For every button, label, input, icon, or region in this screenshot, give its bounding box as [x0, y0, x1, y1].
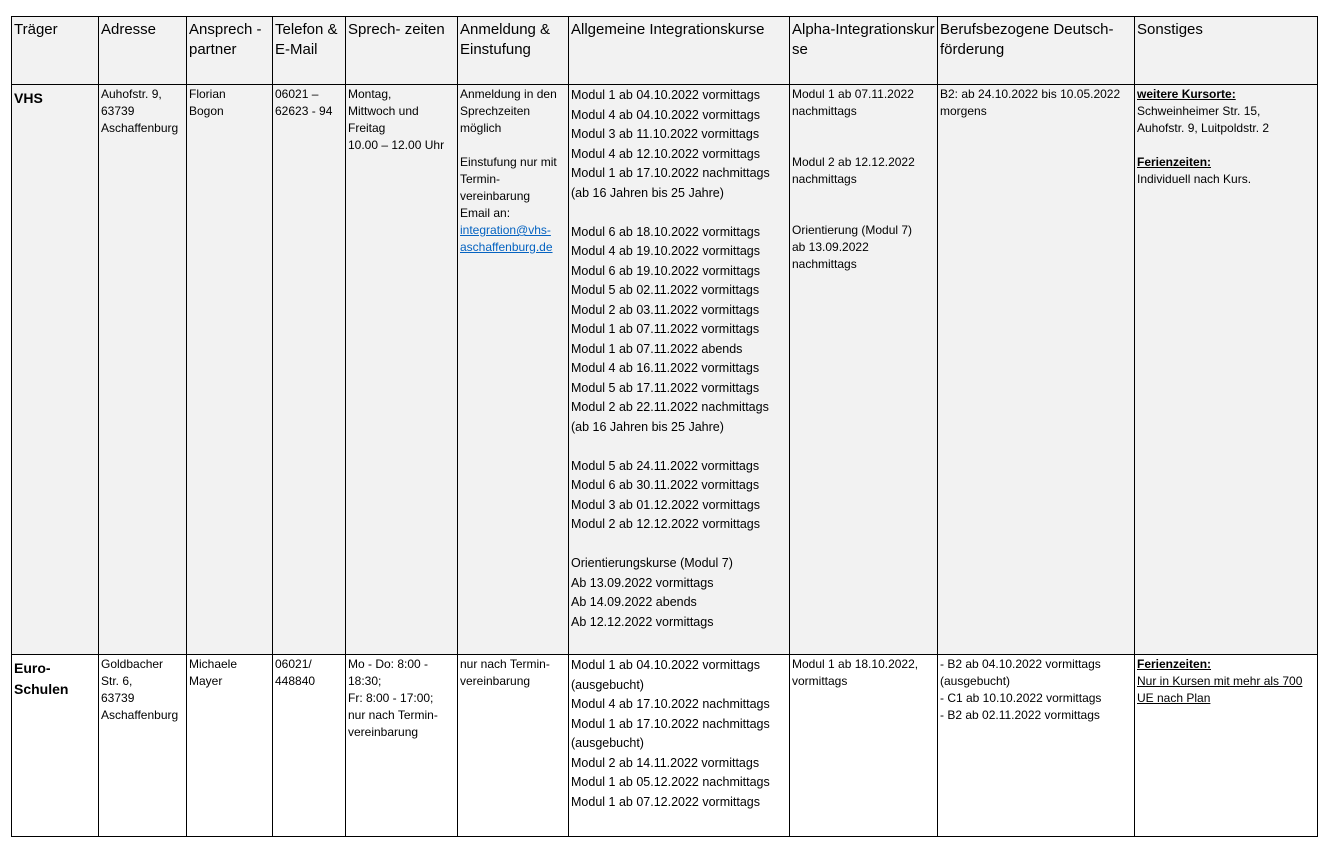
cell-allgemeine-kurse [569, 85, 790, 655]
text-line: Mayer [189, 674, 223, 688]
cell-berufsbezogen [938, 85, 1135, 655]
header-telefon: Telefon & E-Mail [273, 17, 346, 85]
course-line: Modul 2 ab 14.11.2022 vormittags [571, 755, 760, 770]
text-line: Str. 6, [101, 674, 133, 688]
course-line: (ausgebucht) [940, 674, 1011, 688]
cell-traeger [12, 655, 99, 837]
course-line: (ausgebucht) [571, 677, 644, 692]
course-line: Modul 1 ab 07.11.2022 abends [571, 341, 743, 356]
course-line: Modul 3 ab 11.10.2022 vormittags [571, 127, 760, 141]
course-line: (ab 16 Jahren bis 25 Jahre) [571, 185, 724, 200]
course-line: Modul 2 ab 22.11.2022 nachmittags [571, 400, 769, 414]
text-line: 448840 [275, 674, 316, 688]
cell-sonstiges [1135, 655, 1318, 837]
cell-adresse [99, 655, 187, 837]
course-line: morgens [940, 104, 987, 118]
table-row-vhs [12, 85, 1318, 655]
cell-sprechzeiten [346, 85, 458, 655]
course-line: Modul 1 ab 07.11.2022 [792, 87, 914, 101]
text-line: Fr: 8:00 - 17:00; [348, 691, 434, 705]
cell-alpha-kurse [790, 655, 938, 837]
header-alpha-kurse: Alpha-Integrationskurse [790, 17, 938, 85]
course-line: - B2 ab 04.10.2022 vormittags [940, 657, 1101, 671]
text-line: 10.00 – 12.00 Uhr [348, 138, 445, 152]
course-line: B2: ab 24.10.2022 bis 10.05.2022 [940, 87, 1121, 101]
course-line: - C1 ab 10.10.2022 vormittags [940, 691, 1102, 705]
text-line: möglich [460, 121, 502, 135]
course-line: Ab 14.09.2022 abends [571, 595, 697, 609]
email-link[interactable]: integration@vhs- [460, 223, 551, 237]
text-line: 63739 [101, 691, 135, 705]
text-line: Michaele [189, 657, 238, 671]
cell-ansprechpartner [187, 85, 273, 655]
course-line: Modul 1 ab 17.10.2022 nachmittags [571, 166, 770, 180]
text-line: Schulen [14, 681, 69, 697]
text-line: Schweinheimer Str. 15, [1137, 104, 1261, 118]
course-line: Modul 1 ab 17.10.2022 nachmittags [571, 716, 770, 731]
course-line: Modul 5 ab 17.11.2022 vormittags [571, 380, 760, 395]
text-line: Email an: [460, 206, 511, 220]
course-table [11, 16, 1318, 837]
header-anmeldung: Anmeldung & Einstufung [458, 17, 569, 85]
course-line: Modul 1 ab 04.10.2022 vormittags [571, 88, 761, 102]
header-allgemeine-kurse: Allgemeine Integrationskurse [569, 17, 790, 85]
text-line: 63739 [101, 104, 135, 118]
text-line: vereinbarung [460, 189, 531, 203]
course-line: Modul 1 ab 07.11.2022 vormittags [571, 322, 760, 336]
course-line: vormittags [792, 674, 848, 688]
course-line: Modul 3 ab 01.12.2022 vormittags [571, 497, 761, 512]
text-line: Freitag [348, 121, 386, 135]
text-line: vereinbarung [348, 725, 419, 739]
cell-sprechzeiten [346, 655, 458, 837]
cell-telefon [273, 655, 346, 837]
text-line: 62623 - 94 [275, 104, 333, 118]
text-line: Aschaffenburg [101, 708, 179, 722]
course-line: nachmittags [792, 104, 857, 118]
course-line: Modul 4 ab 12.10.2022 vormittags [571, 146, 761, 161]
header-row [12, 17, 1318, 85]
text-line: Sprechzeiten [460, 104, 531, 118]
text-line: nur nach Termin- [460, 657, 550, 671]
text-line: 06021/ [275, 657, 312, 671]
text-line: Auhofstr. 9, Luitpoldstr. 2 [1137, 121, 1270, 135]
header-adresse: Adresse [99, 17, 187, 85]
cell-adresse [99, 85, 187, 655]
cell-traeger: VHS [12, 85, 99, 655]
text-line: vereinbarung [460, 674, 531, 688]
course-line: Modul 4 ab 16.11.2022 vormittags [571, 361, 760, 375]
text-line: Bogon [189, 104, 224, 118]
cell-anmeldung [458, 85, 569, 655]
text-line: Mo - Do: 8:00 - [348, 657, 429, 671]
text-line: Florian [189, 87, 226, 101]
text-line: Auhofstr. 9, [101, 87, 162, 101]
course-line: Modul 4 ab 04.10.2022 vormittags [571, 107, 761, 122]
text-line: Termin- [460, 172, 501, 186]
course-line: Modul 4 ab 19.10.2022 vormittags [571, 244, 761, 258]
course-line: (ab 16 Jahren bis 25 Jahre) [571, 419, 724, 434]
course-line: nachmittags [792, 257, 857, 271]
header-traeger: Träger [12, 17, 99, 85]
course-line: Modul 6 ab 18.10.2022 vormittags [571, 224, 761, 239]
course-line: Modul 1 ab 07.12.2022 vormittags [571, 794, 761, 809]
course-line: Modul 4 ab 17.10.2022 nachmittags [571, 697, 770, 711]
text-line: Einstufung nur mit [460, 155, 557, 169]
header-berufsbezogen: Berufsbezogene Deutsch-förderung [938, 17, 1135, 85]
course-line: Modul 6 ab 19.10.2022 vormittags [571, 263, 761, 278]
text-line: Montag, [348, 87, 392, 101]
text-line: 06021 – [275, 87, 319, 101]
course-line: Modul 2 ab 03.11.2022 vormittags [571, 302, 760, 317]
course-line: Ab 13.09.2022 vormittags [571, 575, 714, 590]
text-line: Anmeldung in den [460, 87, 557, 101]
course-line: Modul 1 ab 04.10.2022 vormittags [571, 658, 761, 672]
course-line: Modul 6 ab 30.11.2022 vormittags [571, 478, 760, 492]
header-ansprechpartner: Ansprech - partner [187, 17, 273, 85]
cell-anmeldung [458, 655, 569, 837]
text-line: nur nach Termin- [348, 708, 438, 722]
section-heading: Ferienzeiten: [1137, 657, 1212, 671]
cell-telefon [273, 85, 346, 655]
cell-alpha-kurse [790, 85, 938, 655]
course-line: Modul 1 ab 18.10.2022, [792, 657, 919, 671]
course-line: - B2 ab 02.11.2022 vormittags [940, 708, 1100, 722]
text-line: Individuell nach Kurs. [1137, 172, 1252, 186]
course-line: Modul 1 ab 05.12.2022 nachmittags [571, 775, 770, 789]
course-line: Orientierung (Modul 7) [792, 223, 913, 237]
course-line: Modul 5 ab 02.11.2022 vormittags [571, 283, 760, 297]
course-line: Ab 12.12.2022 vormittags [571, 614, 714, 629]
cell-sonstiges [1135, 85, 1318, 655]
cell-berufsbezogen [938, 655, 1135, 837]
course-line: ab 13.09.2022 [792, 240, 869, 254]
text-line: Aschaffenburg [101, 121, 179, 135]
text-line: Goldbacher [101, 657, 164, 671]
text-line: Euro- [14, 660, 51, 676]
cell-allgemeine-kurse [569, 655, 790, 837]
table-row-euro-schulen [12, 655, 1318, 837]
text-line: 18:30; [348, 674, 382, 688]
course-line: nachmittags [792, 172, 857, 186]
course-line: (ausgebucht) [571, 736, 644, 750]
text-line: Mittwoch und [348, 104, 419, 118]
course-line: Orientierungskurse (Modul 7) [571, 556, 733, 570]
cell-ansprechpartner [187, 655, 273, 837]
course-line: Modul 2 ab 12.12.2022 vormittags [571, 517, 761, 531]
text-line: Nur in Kursen mit mehr als 700 [1137, 674, 1303, 688]
header-sonstiges: Sonstiges [1135, 17, 1318, 85]
course-line: Modul 5 ab 24.11.2022 vormittags [571, 458, 760, 473]
text-line: UE nach Plan [1137, 691, 1211, 705]
email-link[interactable]: aschaffenburg.de [460, 240, 553, 254]
section-heading: Ferienzeiten: [1137, 155, 1212, 169]
header-sprechzeiten: Sprech- zeiten [346, 17, 458, 85]
course-line: Modul 2 ab 12.12.2022 [792, 155, 915, 169]
section-heading: weitere Kursorte: [1137, 87, 1236, 101]
